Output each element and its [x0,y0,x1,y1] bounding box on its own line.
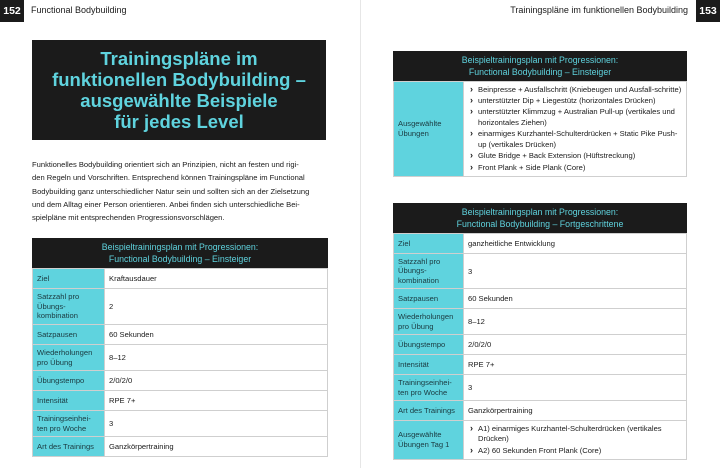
list-item: › unterstützter Klimmzug + Australian Pull-up (vertikales und horizontales Ziehen) [470,107,682,129]
row-label-line: Satzpausen [398,293,439,303]
row-label [33,411,105,437]
exercise-list [470,424,682,457]
table-row [33,345,328,371]
row-label-line: ten pro Woche [37,423,87,433]
row-label [33,437,105,457]
row-value: 3 [464,375,687,401]
row-label-line: Art des Trainings [37,441,94,451]
row-value: 8–12 [105,345,328,371]
table-row [394,234,687,254]
row-value: 2/0/2/0 [464,335,687,355]
table-caption [32,238,328,268]
page-number-right: 153 [696,0,720,22]
row-label [394,421,464,460]
row-label [394,289,464,309]
chapter-title-line: funktionellen Bodybuilding – [52,69,306,90]
row-value: 3 [105,411,328,437]
table-row [394,254,687,289]
row-label-line: kombination [398,275,439,285]
table-caption [393,51,687,81]
row-label [394,309,464,335]
row-value: 3 [464,254,687,289]
table-row [394,82,687,177]
row-label-line: Wiederholungen [37,348,93,357]
chapter-title-line: ausgewählte Beispiele [80,90,278,111]
intro-line: spielpläne mit entsprechenden Progressionsvorschlägen. [32,213,225,223]
running-head-left: Functional Bodybuilding [31,5,127,15]
table-caption-line: Functional Bodybuilding – Einsteiger [108,254,252,264]
chapter-title-line: für jedes Level [114,111,244,132]
row-value: 2/0/2/0 [105,371,328,391]
row-label [394,355,464,375]
list-item: › A1) einarmiges Kurzhantel-Schulterdrücken (vertikales Drücken) [470,424,682,446]
row-label-line: kombination [37,311,78,321]
row-value: Ganzkörpertraining [105,437,328,457]
row-value: RPE 7+ [464,355,687,375]
table-row [394,309,687,335]
row-label [394,335,464,355]
row-label-line: Übungs- [398,266,427,276]
row-label-line: Ausgewählte [398,430,442,440]
table-row [394,375,687,401]
table-row [33,411,328,437]
list-item: › unterstützter Dip + Liegestütz (horizontales Drücken) [470,96,682,107]
row-value: 60 Sekunden [105,325,328,345]
exercise-list [470,85,682,174]
row-label-line: Übungstempo [398,339,446,349]
table-row [33,269,328,289]
exercise-list-cell [464,82,687,177]
row-label-line: Intensität [37,395,68,405]
row-label [394,234,464,254]
table-row [394,401,687,421]
row-label-line: Übungen Tag 1 [398,439,450,449]
row-label-line: Satzpausen [37,329,78,339]
table-caption-line: Beispieltrainingsplan mit Progressionen: [101,242,259,252]
table-row [394,335,687,355]
table-row [33,371,328,391]
row-label-line: Satzzahl pro [37,292,80,302]
intro-line: Funktionelles Bodybuilding orientiert sich an Prinzipien, nicht an festen und rigi- [32,160,299,169]
table-row [394,289,687,309]
row-label-line: Intensität [398,359,429,369]
list-item: › A2) 60 Sekunden Front Plank (Core) [470,446,682,457]
intro-paragraph [32,158,328,224]
row-value: Ganzkörpertraining [464,401,687,421]
chapter-title-line: Trainingspläne im [100,48,258,69]
list-item: › Front Plank + Side Plank (Core) [470,163,682,174]
row-label-line: Trainingseinhei- [398,378,452,387]
running-head-right: Trainingspläne im funktionellen Bodybuilding [510,5,688,15]
chapter-title [32,40,326,140]
intro-line: Bodybuilding ganz unterschiedlicher Natur sein und sollten sich an der Zielsetzung [32,186,310,196]
beginner-exercises-table [393,51,687,177]
row-label-line: Übungen [398,128,429,138]
list-item: › Beinpresse + Ausfallschritt (Kniebeugen und Ausfall-schritte) [470,85,682,96]
table-row [33,437,328,457]
row-label-line: Art des Trainings [398,405,455,415]
list-item: › Glute Bridge + Back Extension (Hüftstreckung) [470,151,682,162]
table-row [394,355,687,375]
page-number-left: 152 [0,0,24,22]
table-caption-line: Beispieltrainingsplan mit Progressionen: [461,55,619,65]
row-label-line: Ziel [37,273,50,283]
table-row [33,325,328,345]
exercise-list-cell [464,421,687,460]
table-row [33,289,328,325]
table-row [33,391,328,411]
row-label-line: Trainingseinhei- [37,414,91,423]
table-caption-line: Functional Bodybuilding – Einsteiger [468,67,612,77]
row-label-line: Übungs- [37,301,66,311]
row-label [394,401,464,421]
row-label [33,289,105,325]
row-label [33,391,105,411]
row-label [394,375,464,401]
row-value: ganzheitliche Entwicklung [464,234,687,254]
beginner-plan-table [32,238,328,457]
list-item: › einarmiges Kurzhantel-Schulterdrücken + Static Pike Push-up (vertikales Drücken) [470,129,682,151]
row-value: 2 [105,289,328,325]
row-label-line: Ausgewählte [398,119,442,129]
row-label-line: pro Übung [398,321,434,331]
row-label [33,371,105,391]
row-label [394,82,464,177]
row-label [33,345,105,371]
row-label-line: Satzzahl pro [398,256,441,266]
row-label-line: Wiederholungen [398,312,454,321]
row-value: Kraftausdauer [105,269,328,289]
row-label-line: ten pro Woche [398,387,448,397]
table-caption [393,203,687,233]
row-label-line: pro Übung [37,357,73,367]
intro-line: den Regeln und Vorschriften. Entsprechend können Trainingspläne im Functional [32,173,305,183]
row-value: RPE 7+ [105,391,328,411]
advanced-plan-table [393,203,687,460]
row-label [33,325,105,345]
table-caption-line: Functional Bodybuilding – Fortgeschrittene [456,219,624,229]
row-label-line: Übungstempo [37,375,85,385]
row-value: 8–12 [464,309,687,335]
row-value: 60 Sekunden [464,289,687,309]
row-label-line: Ziel [398,238,411,248]
row-label [394,254,464,289]
table-row [394,421,687,460]
row-label [33,269,105,289]
intro-line: und dem Alltag einer Person orientieren. Anbei finden sich unterschiedliche Bei- [32,199,300,209]
table-caption-line: Beispieltrainingsplan mit Progressionen: [461,207,619,217]
